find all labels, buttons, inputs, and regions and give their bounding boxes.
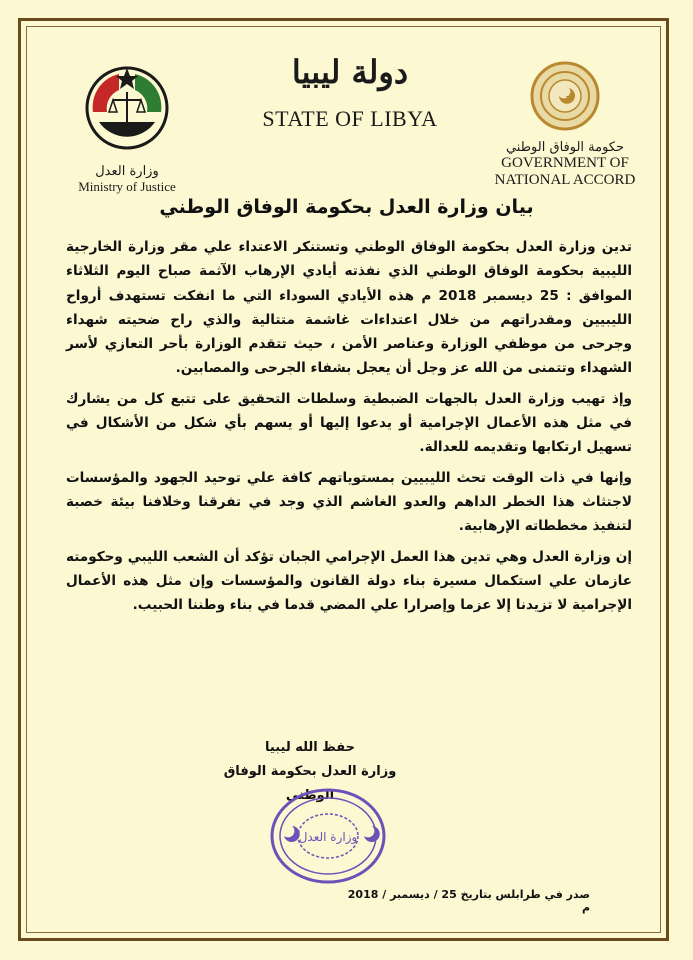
statement-title: بيان وزارة العدل بحكومة الوفاق الوطني <box>159 196 534 218</box>
closing-line-1: حفظ الله ليبيا <box>265 740 355 755</box>
government-english-line2: NATIONAL ACCORD <box>494 172 636 188</box>
government-logo <box>480 60 650 189</box>
page-header <box>200 52 500 132</box>
statement-paragraph: تدين وزارة العدل بحكومة الوفاق الوطني وتستنكر الاعتداء علي مقر وزارة الخارجية الليبية بحكومة الوفاق الوطني الذي نفذته أيادي الإرهاب الآثمة صباح اليوم الثلاثاء الموافق : 25 ديسمبر 2018 م هذه الأيادي السوداء التي ما انفكت تستهدف أرواح الليبيين ومقدراتهم من خلال اعتداءات غاشمة متتالية والذي راح ضحيته شهداء وجرحى من موظفي الوزارة وعناصر الأمن ، حيث تتقدم الوزارة بأحر التعازي لأسر الشهداء وتتمنى من الله عز وجل أن يعجل بشفاء الجرحى والمصابين. <box>66 239 632 377</box>
statement-paragraph: وإنها في ذات الوقت تحث الليبيين بمستوياتهم كافة علي توحيد الجهود والمؤسسات لاجتثاث هذا الخطر الداهم والعدو الغاشم الذي وجد في تفرقنا وخلافنا بيئة خصبة لتنفيذ مخططاته الإرهابية. <box>66 469 632 535</box>
closing-line-2: وزارة العدل بحكومة الوفاق الوطني <box>223 764 397 803</box>
issued-date-line: صدر في طرابلس بتاريخ 25 / ديسمبر / 2018 م <box>347 888 590 914</box>
government-english-line1: GOVERNMENT OF <box>501 155 629 171</box>
official-stamp-icon <box>268 786 388 886</box>
ministry-of-justice-emblem-icon <box>79 60 175 156</box>
state-english-title: STATE OF LIBYA <box>262 106 438 131</box>
government-seal-icon <box>529 60 601 132</box>
ministry-english-label: Ministry of Justice <box>78 179 176 194</box>
state-arabic-title: دولة ليبيا <box>291 53 409 91</box>
statement-body <box>66 235 632 623</box>
ministry-arabic-label: وزارة العدل <box>95 164 159 179</box>
statement-paragraph: إن وزارة العدل وهي تدين هذا العمل الإجرامي الجبان تؤكد أن الشعب الليبي وحكومته عازمان علي استكمال مسيرة بناء دولة القانون والمؤسسات وإن مثل هذه الأعمال الإجرامية لا تزيدنا إلا عزما وإصرارا علي المضي قدما في بناء وطننا الحبيب. <box>66 548 632 614</box>
government-arabic-label: حكومة الوفاق الوطني <box>505 140 625 155</box>
statement-paragraph: وإذ تهيب وزارة العدل بالجهات الضبطية وسلطات التحقيق على تتبع كل من يشارك في مثل هذه الأعمال الإجرامية أو يدعوا إليها أو يسهم بأي شكل من الأشكال في تسهيل ارتكابها وتقديمه للعدالة. <box>66 390 632 456</box>
official-stamp <box>268 786 388 890</box>
stamp-text: وزارة العدل <box>298 830 358 844</box>
ministry-logo <box>62 60 192 195</box>
